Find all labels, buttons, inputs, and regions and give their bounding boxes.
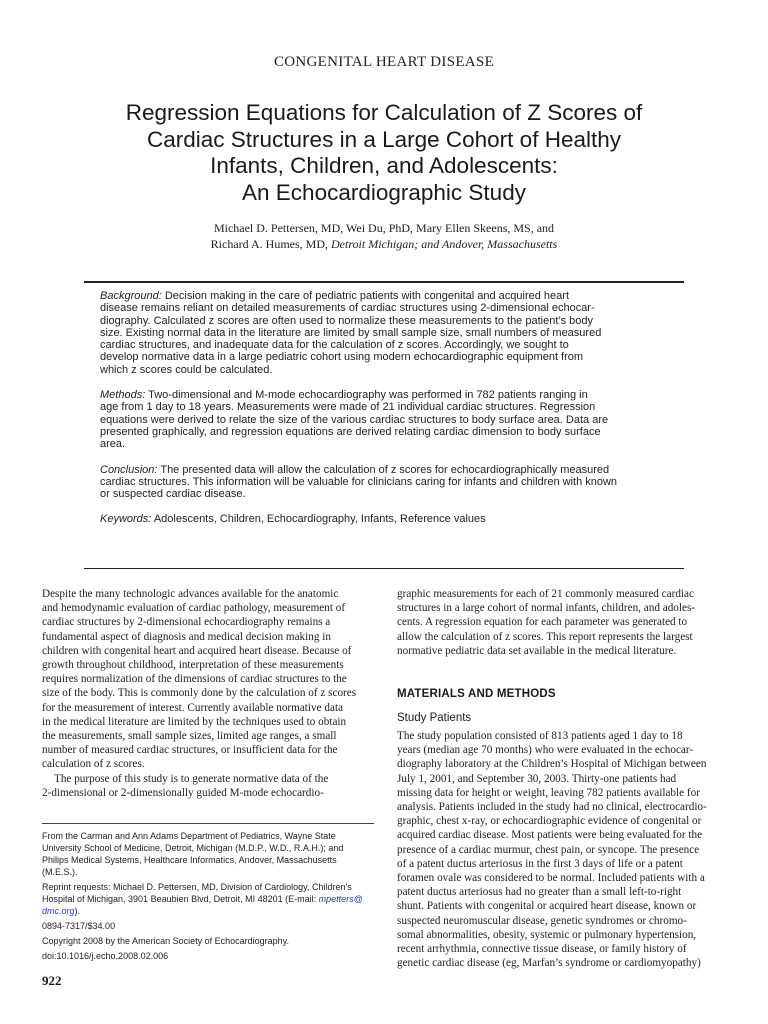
email-link-continued[interactable]: dmc.org bbox=[42, 906, 75, 916]
study-patients-paragraph: The study population consisted of 813 patients aged 1 day to 18 years (median age 70 months) who were evaluated in the echocar- diography laboratory at the Children’s Hospital of Michigan between July 1, 2001, and September 30, 2003. Thirty-one patients had missing data for height or weight, leaving 782 patients available for analysis. Patients included in the study had no clinical, electrocardio- graphic, chest x-ray, or echocardiographic evidence of congenital or acquired cardiac disease. Most patients were being evaluated for the presence of a cardiac murmur, chest pain, or syncope. The presence of a patent ductus arteriosus in the first 3 days of life or a patent foramen ovale was considered to be normal. Included patients with a patent ductus arteriosus had no greater than a small left-to-right shunt. Patients with congenital or acquired heart disease, known or suspected neuromuscular disease, genetic syndromes or chromo- somal abnormalities, obesity, systemic or pulmonary hypertension, recent arrhythmia, connective tissue disease, or family history of genetic cardiac disease (eg, Marfan’s syndrome or cardiomyopathy) bbox=[397, 730, 707, 970]
methods-label: Methods: bbox=[100, 389, 146, 402]
title-line-4: An Echocardiographic Study bbox=[242, 179, 526, 205]
authors-affiliation: Detroit Michigan; and Andover, Massachusetts bbox=[331, 237, 558, 251]
abstract-keywords: Keywords: Adolescents, Children, Echocardiography, Infants, Reference values bbox=[100, 513, 486, 526]
footnote-affiliation: From the Carman and Ann Adams Department of Pediatrics, Wayne State University School of Medicine, Detroit, Michigan (M.D.P., W.D., R.A.H.); and Philips Medical Systems, Healthcare Informatics, Andover, Massachusetts (M.E.S.). bbox=[42, 831, 344, 877]
subsection-heading-study-patients: Study Patients bbox=[397, 712, 472, 724]
keywords-label: Keywords: bbox=[100, 513, 152, 526]
journal-section-header: CONGENITAL HEART DISEASE bbox=[273, 54, 495, 70]
footnote-rule bbox=[42, 823, 374, 824]
abstract bbox=[100, 290, 670, 539]
abstract-bottom-rule bbox=[84, 568, 684, 569]
authors-line-1: Michael D. Pettersen, MD, Wei Du, PhD, Mary Ellen Skeens, MS, and bbox=[213, 221, 555, 235]
abstract-conclusion: Conclusion: The presented data will allow the calculation of z scores for echocardiographically measured cardiac structures. This information will be valuable for clinicians caring for infants and children with known or suspected cardiac disease. bbox=[100, 463, 618, 501]
footnotes bbox=[42, 830, 374, 965]
title-line-2: Cardiac Structures in a Large Cohort of Healthy bbox=[147, 126, 621, 152]
footnote-reprint: Reprint requests: Michael D. Pettersen, MD, Division of Cardiology, Children’s Hospital of Michigan, 3901 Beaubien Blvd, Detroit, MI 48201 (E-mail: mpetters@ dmc.org). bbox=[42, 882, 363, 916]
left-column-body bbox=[42, 587, 374, 800]
author-list bbox=[84, 220, 684, 252]
background-label: Background: bbox=[100, 290, 162, 302]
intro-paragraph-1: Despite the many technologic advances available for the anatomic and hemodynamic evaluation of cardiac pathology, measurement of cardiac structures by 2-dimensional echocardiography remains a fundamental aspect of diagnosis and medical decision making in children with congenital heart and acquired heart disease. Because of growth throughout childhood, interpretation of these measurements requires normalization of the dimensions of cardiac structures to the size of the body. This is commonly done by the calculation of z scores for the measurement of interest. Currently available normative data in the medical literature are limited by the techniques used to obtain the measurements, small sample sizes, limited age ranges, a small number of measured cardiac structures, or insufficient data for the calculation of z scores. bbox=[42, 588, 357, 771]
title-line-1: Regression Equations for Calculation of Z Scores of bbox=[125, 100, 643, 125]
email-link[interactable]: mpetters@ bbox=[318, 894, 363, 904]
article-title bbox=[84, 100, 684, 206]
abstract-background: Background: Decision making in the care of pediatric patients with congenital and acquired heart disease remains reliant on detailed measurements of cardiac structures using 2-dimensional echocar- diography. Calculated z scores are often used to normalize these measurements to the patient’s body size. Existing normal data in the literature are limited by small sample size, small numbers of measured cardiac structures, and inadequate data for the calculation of z scores. Accordingly, we sought to develop normative data in a large pediatric cohort using modern echocardiographic equipment from which z scores could be calculated. bbox=[100, 290, 602, 376]
authors-line-2 bbox=[84, 236, 684, 252]
title-line-3: Infants, Children, and Adolescents: bbox=[210, 153, 558, 178]
conclusion-label: Conclusion: bbox=[100, 463, 158, 476]
right-column-intro: graphic measurements for each of 21 commonly measured cardiac structures in a large cohort of normal infants, children, and adoles- cents. A regression equation for each parameter was generated to allow the calculation of z scores. This report represents the largest normative pediatric data set available in the medical literature. bbox=[397, 588, 696, 657]
abstract-methods: Methods: Two-dimensional and M-mode echocardiography was performed in 782 patients ranging in age from 1 day to 18 years. Measurements were made of 21 individual cardiac structures. Regression equations were derived to relate the size of the various cardiac structures to body surface area. Data are presented graphically, and regression equations are derived relating cardiac dimension to body surface area. bbox=[100, 389, 609, 451]
abstract-top-rule bbox=[84, 281, 684, 283]
authors-names: Richard A. Humes, MD, bbox=[210, 237, 328, 251]
footnote-doi[interactable]: doi:10.1016/j.echo.2008.02.006 bbox=[42, 951, 169, 961]
footnote-price: 0894-7317/$34.00 bbox=[42, 921, 116, 931]
intro-paragraph-2: The purpose of this study is to generate normative data of the 2-dimensional or 2-dimensionally guided M-mode echocardio- bbox=[42, 772, 329, 799]
footnote-copyright: Copyright 2008 by the American Society of Echocardiography. bbox=[42, 936, 289, 946]
section-heading-materials-methods: MATERIALS AND METHODS bbox=[397, 688, 556, 700]
page-number: 922 bbox=[42, 973, 62, 988]
